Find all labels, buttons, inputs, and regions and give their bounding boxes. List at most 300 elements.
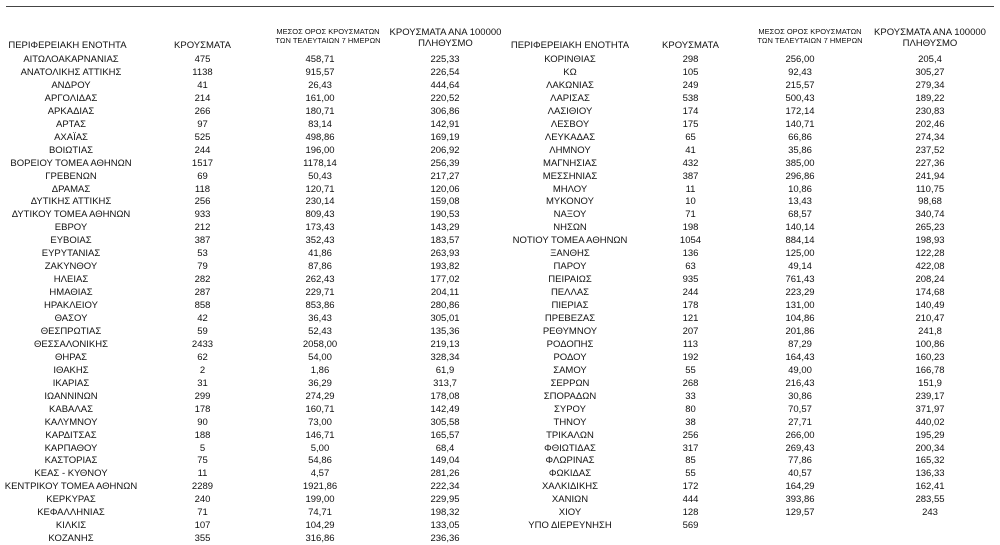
table-row (0, 403, 1000, 416)
cases-cell: 212 (194, 222, 211, 234)
region-cell: ΕΥΡΥΤΑΝΙΑΣ (41, 248, 101, 260)
region-cell: ΜΥΚΟΝΟΥ (546, 196, 594, 208)
cases-cell: 192 (682, 351, 699, 363)
cases-cell: 38 (685, 416, 696, 428)
avg7-cell: 1178,14 (303, 157, 337, 169)
region-cell: ΝΗΣΩΝ (553, 222, 587, 234)
cases-cell: 188 (194, 429, 211, 441)
table-row (0, 506, 1000, 519)
region-cell: ΤΗΝΟΥ (553, 416, 587, 428)
region-cell: ΑΡΓΟΛΙΔΑΣ (44, 92, 98, 104)
avg7-cell: 49,14 (788, 261, 812, 273)
avg7-cell: 104,86 (785, 313, 815, 324)
cases-cell: 287 (194, 287, 211, 299)
per100k-cell: 222,34 (430, 481, 460, 493)
avg7-cell: 180,71 (305, 105, 335, 117)
avg7-cell: 161,00 (305, 92, 335, 104)
region-cell: ΡΟΔΟΠΗΣ (546, 338, 594, 350)
region-cell: ΑΧΑΪΑΣ (54, 131, 88, 143)
avg7-cell: 87,86 (308, 261, 332, 273)
region-cell: ΦΩΚΙΔΑΣ (548, 468, 592, 480)
per100k-cell: 160,23 (915, 351, 945, 363)
avg7-cell: 223,29 (785, 287, 815, 299)
cases-cell: 41 (685, 144, 696, 156)
avg7-cell: 164,29 (785, 481, 815, 493)
per100k-cell: 162,41 (915, 481, 945, 493)
right-header-avg7: ΜΕΣΟΣ ΟΡΟΣ ΚΡΟΥΣΜΑΤΩΝ ΤΩΝ ΤΕΛΕΥΤΑΙΩΝ 7 ΗΜΕΡΩΝ (757, 27, 863, 45)
avg7-cell: 49,00 (788, 364, 812, 376)
cases-cell: 387 (194, 235, 211, 247)
per100k-cell: 305,58 (430, 416, 460, 428)
avg7-cell: 13,43 (788, 196, 812, 208)
region-cell: ΒΟΡΕΙΟΥ ΤΟΜΕΑ ΑΘΗΝΩΝ (10, 157, 132, 169)
table-row (0, 416, 1000, 429)
region-cell: ΣΠΟΡΑΔΩΝ (543, 390, 597, 402)
cases-cell: 85 (685, 455, 696, 467)
region-cell: ΝΑΞΟΥ (553, 209, 587, 221)
avg7-cell: 140,14 (785, 222, 815, 234)
table-row (0, 493, 1000, 506)
avg7-cell: 266,00 (785, 429, 815, 441)
per100k-cell: 189,22 (915, 92, 945, 104)
region-cell: ΘΑΣΟΥ (54, 313, 88, 324)
cases-cell: 178 (194, 403, 211, 415)
cases-cell: 266 (194, 105, 211, 117)
cases-cell: 525 (194, 131, 211, 143)
per100k-cell: 263,93 (430, 248, 460, 260)
table-row (0, 338, 1000, 351)
per100k-cell: 274,34 (915, 131, 945, 143)
region-cell: ΛΑΡΙΣΑΣ (550, 92, 590, 104)
avg7-cell: 10,86 (788, 183, 812, 195)
cases-cell: 198 (682, 222, 699, 234)
per100k-cell: 371,97 (915, 403, 945, 415)
per100k-cell: 219,13 (430, 338, 460, 350)
cases-cell: 2 (199, 364, 206, 376)
cases-cell: 298 (682, 54, 699, 65)
cases-cell: 178 (682, 300, 699, 312)
per100k-cell: 165,32 (915, 455, 945, 467)
per100k-cell: 142,91 (430, 118, 460, 130)
region-cell: ΙΚΑΡΙΑΣ (52, 377, 90, 389)
region-cell: ΛΕΣΒΟΥ (550, 118, 590, 130)
avg7-cell: 66,86 (788, 131, 812, 143)
table-row (0, 532, 1000, 545)
cases-cell: 80 (685, 403, 696, 415)
avg7-cell: 104,29 (305, 520, 335, 532)
region-cell: ΔΥΤΙΚΗΣ ΑΤΤΙΚΗΣ (30, 196, 112, 208)
table-row (0, 221, 1000, 234)
table-row (0, 273, 1000, 286)
table-row (0, 312, 1000, 325)
avg7-cell: 4,57 (310, 468, 330, 480)
cases-cell: 240 (194, 494, 211, 506)
avg7-cell: 77,86 (788, 455, 812, 467)
avg7-cell: 68,57 (788, 209, 812, 221)
region-cell: ΥΠΟ ΔΙΕΡΕΥΝΗΣΗ (528, 520, 612, 532)
per100k-cell: 422,08 (915, 261, 945, 273)
region-cell: ΕΒΡΟΥ (54, 222, 88, 234)
avg7-cell: 172,14 (785, 105, 815, 117)
cases-cell: 10 (685, 196, 696, 208)
per100k-cell: 166,78 (915, 364, 945, 376)
per100k-cell: 140,49 (915, 300, 945, 312)
region-cell: ΠΕΛΛΑΣ (550, 287, 590, 299)
region-cell: ΛΑΣΙΘΙΟΥ (547, 105, 593, 117)
region-cell: ΕΥΒΟΙΑΣ (50, 235, 92, 247)
cases-cell: 207 (682, 325, 699, 337)
per100k-cell: 313,7 (433, 377, 457, 389)
table-row (0, 208, 1000, 221)
avg7-cell: 52,43 (308, 325, 332, 337)
region-cell: ΧΙΟΥ (558, 507, 582, 519)
cases-cell: 90 (197, 416, 208, 428)
per100k-cell: 328,34 (430, 351, 460, 363)
cases-cell: 55 (685, 468, 696, 480)
per100k-cell: 229,95 (430, 494, 460, 506)
cases-cell: 268 (682, 377, 699, 389)
per100k-cell: 198,93 (915, 235, 945, 247)
per100k-cell: 133,05 (430, 520, 460, 532)
per100k-cell: 217,27 (430, 170, 460, 182)
cases-cell: 75 (197, 455, 208, 467)
table-row (0, 79, 1000, 92)
per100k-cell: 110,75 (915, 183, 945, 195)
region-cell: ΠΙΕΡΙΑΣ (551, 300, 589, 312)
table-row (0, 286, 1000, 299)
table-row (0, 260, 1000, 273)
table-row (0, 519, 1000, 532)
per100k-cell: 151,9 (918, 377, 942, 389)
avg7-cell: 296,86 (785, 170, 815, 182)
per100k-cell: 241,94 (915, 170, 945, 182)
avg7-cell: 50,43 (308, 170, 332, 182)
avg7-cell: 83,14 (308, 118, 332, 130)
cases-cell: 59 (197, 325, 208, 337)
region-cell: ΒΟΙΩΤΙΑΣ (48, 144, 94, 156)
avg7-cell: 229,71 (305, 287, 335, 299)
cases-cell: 53 (197, 248, 208, 260)
per100k-cell: 227,36 (915, 157, 945, 169)
per100k-cell: 305,01 (430, 313, 460, 324)
per100k-cell: 204,11 (430, 287, 460, 299)
avg7-cell: 256,00 (785, 54, 815, 65)
cases-cell: 1054 (679, 235, 702, 247)
table-row (0, 454, 1000, 467)
per100k-cell: 183,57 (430, 235, 460, 247)
cases-cell: 2433 (191, 338, 214, 350)
cases-cell: 5 (199, 442, 206, 454)
table-row (0, 351, 1000, 364)
avg7-cell: 761,43 (785, 274, 815, 286)
cases-cell: 1517 (191, 157, 214, 169)
cases-cell: 256 (682, 429, 699, 441)
table-row (0, 467, 1000, 480)
region-cell: ΣΥΡΟΥ (554, 403, 586, 415)
cases-cell: 1138 (192, 66, 213, 78)
region-cell: ΚΕΡΚΥΡΑΣ (46, 494, 96, 506)
table-row (0, 390, 1000, 403)
avg7-cell: 393,86 (785, 494, 815, 506)
per100k-cell: 174,68 (915, 287, 945, 299)
table-row (0, 429, 1000, 442)
region-cell: ΧΑΝΙΩΝ (551, 494, 589, 506)
region-cell: ΡΟΔΟΥ (553, 351, 587, 363)
region-cell: ΠΕΙΡΑΙΩΣ (548, 274, 592, 286)
region-cell: ΚΟΖΑΝΗΣ (48, 533, 94, 545)
avg7-cell: 36,43 (308, 313, 332, 324)
per100k-cell: 265,23 (915, 222, 945, 234)
avg7-cell: 26,43 (308, 79, 332, 91)
cases-cell: 174 (682, 105, 699, 117)
avg7-cell: 1921,86 (302, 481, 338, 493)
right-header-per100k: ΚΡΟΥΣΜΑΤΑ ΑΝΑ 100000 ΠΛΗΘΥΣΜΟ (874, 27, 986, 49)
avg7-cell: 27,71 (788, 416, 812, 428)
region-cell: ΚΟΡΙΝΘΙΑΣ (544, 54, 596, 65)
avg7-cell: 92,43 (788, 66, 812, 78)
right-header-cases: ΚΡΟΥΣΜΑΤΑ (662, 40, 719, 51)
per100k-cell: 220,52 (430, 92, 460, 104)
per100k-cell: 169,19 (430, 131, 460, 143)
per100k-cell: 306,86 (430, 105, 460, 117)
region-cell: ΚΑΛΥΜΝΟΥ (44, 416, 98, 428)
cases-cell: 317 (682, 442, 699, 454)
cases-cell: 299 (194, 390, 211, 402)
per100k-cell: 136,33 (915, 468, 945, 480)
region-cell: ΠΡΕΒΕΖΑΣ (544, 313, 596, 324)
table-row (0, 480, 1000, 493)
region-cell: ΚΑΣΤΟΡΙΑΣ (44, 455, 98, 467)
cases-cell: 858 (194, 300, 211, 312)
cases-cell: 113 (682, 338, 699, 350)
region-cell: ΜΑΓΝΗΣΙΑΣ (543, 157, 597, 169)
region-cell: ΛΕΥΚΑΔΑΣ (544, 131, 596, 143)
per100k-cell: 98,68 (918, 196, 942, 208)
table-row (0, 234, 1000, 247)
per100k-cell: 440,02 (915, 416, 945, 428)
table-row (0, 364, 1000, 377)
region-cell: ΑΡΤΑΣ (56, 118, 86, 130)
per100k-cell: 281,26 (430, 468, 460, 480)
cases-cell: 11 (197, 468, 208, 480)
region-cell: ΡΕΘΥΜΝΟΥ (542, 325, 598, 337)
cases-cell: 42 (197, 313, 208, 324)
avg7-cell: 164,43 (785, 351, 815, 363)
per100k-cell: 239,17 (915, 390, 945, 402)
per100k-cell: 208,24 (915, 274, 945, 286)
table-row (0, 299, 1000, 312)
region-cell: ΣΑΜΟΥ (553, 364, 587, 376)
per100k-cell: 120,06 (430, 183, 460, 195)
cases-cell: 79 (197, 261, 208, 273)
per100k-cell: 135,36 (430, 325, 460, 337)
per100k-cell: 206,92 (430, 144, 460, 156)
region-cell: ΗΛΕΙΑΣ (53, 274, 89, 286)
table-row (0, 144, 1000, 157)
left-header-avg7: ΜΕΣΟΣ ΟΡΟΣ ΚΡΟΥΣΜΑΤΩΝ ΤΩΝ ΤΕΛΕΥΤΑΙΩΝ 7 ΗΜΕΡΩΝ (275, 27, 381, 45)
avg7-cell: 54,86 (308, 455, 332, 467)
region-cell: ΚΑΡΔΙΤΣΑΣ (45, 429, 97, 441)
avg7-cell: 73,00 (308, 416, 332, 428)
region-cell: ΛΑΚΩΝΙΑΣ (546, 79, 594, 91)
per100k-cell: 283,55 (915, 494, 945, 506)
cases-cell: 62 (197, 351, 208, 363)
table-row (0, 442, 1000, 455)
avg7-cell: 498,86 (305, 131, 335, 143)
region-cell: ΚΙΛΚΙΣ (55, 520, 87, 532)
avg7-cell: 5,00 (310, 442, 330, 454)
per100k-cell: 68,4 (435, 442, 455, 454)
avg7-cell: 70,57 (788, 403, 812, 415)
cases-cell: 105 (682, 66, 699, 78)
cases-cell: 175 (682, 118, 699, 130)
table-row (0, 325, 1000, 338)
per100k-cell: 149,04 (430, 455, 460, 467)
avg7-cell: 274,29 (305, 390, 335, 402)
per100k-cell: 226,54 (430, 66, 460, 78)
avg7-cell: 41,86 (308, 248, 332, 260)
avg7-cell: 146,71 (305, 429, 335, 441)
table-row (0, 105, 1000, 118)
per100k-cell: 256,39 (430, 157, 460, 169)
avg7-cell: 36,29 (308, 377, 332, 389)
per100k-cell: 237,52 (915, 144, 945, 156)
cases-cell: 65 (685, 131, 696, 143)
region-cell: ΛΗΜΝΟΥ (549, 144, 591, 156)
avg7-cell: 269,43 (785, 442, 815, 454)
table-row (0, 157, 1000, 170)
per100k-cell: 444,64 (430, 79, 460, 91)
region-cell: ΙΘΑΚΗΣ (53, 364, 89, 376)
cases-cell: 355 (194, 533, 211, 545)
avg7-cell: 915,57 (305, 66, 335, 78)
region-cell: ΚΕΝΤΡΙΚΟΥ ΤΟΜΕΑ ΑΘΗΝΩΝ (4, 481, 138, 493)
cases-cell: 432 (682, 157, 699, 169)
left-header-region: ΠΕΡΙΦΕΡΕΙΑΚΗ ΕΝΟΤΗΤΑ (8, 40, 127, 51)
region-cell: ΜΕΣΣΗΝΙΑΣ (542, 170, 598, 182)
table-row (0, 131, 1000, 144)
avg7-cell: 125,00 (785, 248, 815, 260)
cases-cell: 71 (685, 209, 696, 221)
region-cell: ΑΙΤΩΛΟΑΚΑΡΝΑΝΙΑΣ (23, 54, 119, 65)
region-cell: ΦΛΩΡΙΝΑΣ (545, 455, 595, 467)
per100k-cell: 100,86 (915, 338, 945, 350)
region-cell: ΚΩ (563, 66, 577, 78)
avg7-cell: 140,71 (785, 118, 815, 130)
table-row (0, 195, 1000, 208)
region-cell: ΑΝΔΡΟΥ (51, 79, 91, 91)
region-cell: ΧΑΛΚΙΔΙΚΗΣ (541, 481, 599, 493)
region-cell: ΚΕΦΑΛΛΗΝΙΑΣ (37, 507, 105, 519)
per100k-cell: 122,28 (915, 248, 945, 260)
avg7-cell: 199,00 (305, 494, 335, 506)
cases-cell: 387 (682, 170, 699, 182)
cases-cell: 11 (685, 183, 696, 195)
avg7-cell: 160,71 (305, 403, 335, 415)
per100k-cell: 280,86 (430, 300, 460, 312)
region-cell: ΗΜΑΘΙΑΣ (49, 287, 93, 299)
region-cell: ΔΡΑΜΑΣ (51, 183, 91, 195)
per100k-cell: 340,74 (915, 209, 945, 221)
cases-cell: 282 (194, 274, 211, 286)
table-row (0, 183, 1000, 196)
avg7-cell: 884,14 (785, 235, 815, 247)
per100k-cell: 165,57 (430, 429, 460, 441)
cases-cell: 97 (197, 118, 208, 130)
avg7-cell: 500,43 (785, 92, 815, 104)
avg7-cell: 352,43 (305, 235, 335, 247)
per100k-cell: 143,29 (430, 222, 460, 234)
cases-cell: 569 (682, 520, 699, 532)
table-row (0, 92, 1000, 105)
region-cell: ΝΟΤΙΟΥ ΤΟΜΕΑ ΑΘΗΝΩΝ (512, 235, 628, 247)
cases-cell: 128 (682, 507, 699, 519)
avg7-cell: 40,57 (788, 468, 812, 480)
table-row (0, 118, 1000, 131)
per100k-cell: 178,08 (430, 390, 460, 402)
region-cell: ΚΑΡΠΑΘΟΥ (44, 442, 98, 454)
avg7-cell: 262,43 (305, 274, 335, 286)
cases-cell: 118 (194, 183, 211, 195)
per100k-cell: 279,34 (915, 79, 945, 91)
region-cell: ΖΑΚΥΝΘΟΥ (44, 261, 98, 273)
right-header-region: ΠΕΡΙΦΕΡΕΙΑΚΗ ΕΝΟΤΗΤΑ (510, 40, 630, 51)
avg7-cell: 316,86 (305, 533, 335, 545)
avg7-cell: 1,86 (310, 364, 330, 376)
per100k-cell: 210,47 (915, 313, 945, 324)
cases-cell: 244 (194, 144, 211, 156)
avg7-cell: 131,00 (785, 300, 815, 312)
per100k-cell: 61,9 (435, 364, 455, 376)
cases-cell: 69 (197, 170, 208, 182)
cases-cell: 214 (194, 92, 211, 104)
per100k-cell: 159,08 (430, 196, 460, 208)
per100k-cell: 198,32 (430, 507, 460, 519)
avg7-cell: 215,57 (785, 79, 815, 91)
cases-cell: 172 (682, 481, 699, 493)
avg7-cell: 54,00 (308, 351, 332, 363)
per100k-cell: 241,8 (918, 325, 942, 337)
avg7-cell: 129,57 (785, 507, 815, 519)
cases-cell: 33 (685, 390, 696, 402)
table-row (0, 170, 1000, 183)
table-row (0, 247, 1000, 260)
cases-cell: 31 (197, 377, 208, 389)
region-cell: ΘΗΡΑΣ (54, 351, 88, 363)
cases-cell: 2289 (191, 481, 214, 493)
region-cell: ΙΩΑΝΝΙΝΩΝ (44, 390, 98, 402)
per100k-cell: 236,36 (430, 533, 460, 545)
region-cell: ΚΑΒΑΛΑΣ (49, 403, 93, 415)
cases-cell: 244 (682, 287, 699, 299)
cases-cell: 475 (194, 54, 211, 65)
avg7-cell: 458,71 (305, 54, 335, 65)
per100k-cell: 193,82 (430, 261, 460, 273)
cases-cell: 41 (197, 79, 208, 91)
table-row (0, 66, 1000, 79)
avg7-cell: 385,00 (785, 157, 815, 169)
top-border-line (6, 6, 994, 7)
region-cell: ΘΕΣΣΑΛΟΝΙΚΗΣ (34, 338, 108, 350)
region-cell: ΑΡΚΑΔΙΑΣ (47, 105, 95, 117)
cases-cell: 256 (194, 196, 211, 208)
per100k-cell: 243 (922, 507, 938, 519)
table-row (0, 377, 1000, 390)
avg7-cell: 87,29 (788, 338, 812, 350)
avg7-cell: 120,71 (305, 183, 335, 195)
cases-cell: 933 (194, 209, 211, 221)
region-cell: ΞΑΝΘΗΣ (550, 248, 590, 260)
